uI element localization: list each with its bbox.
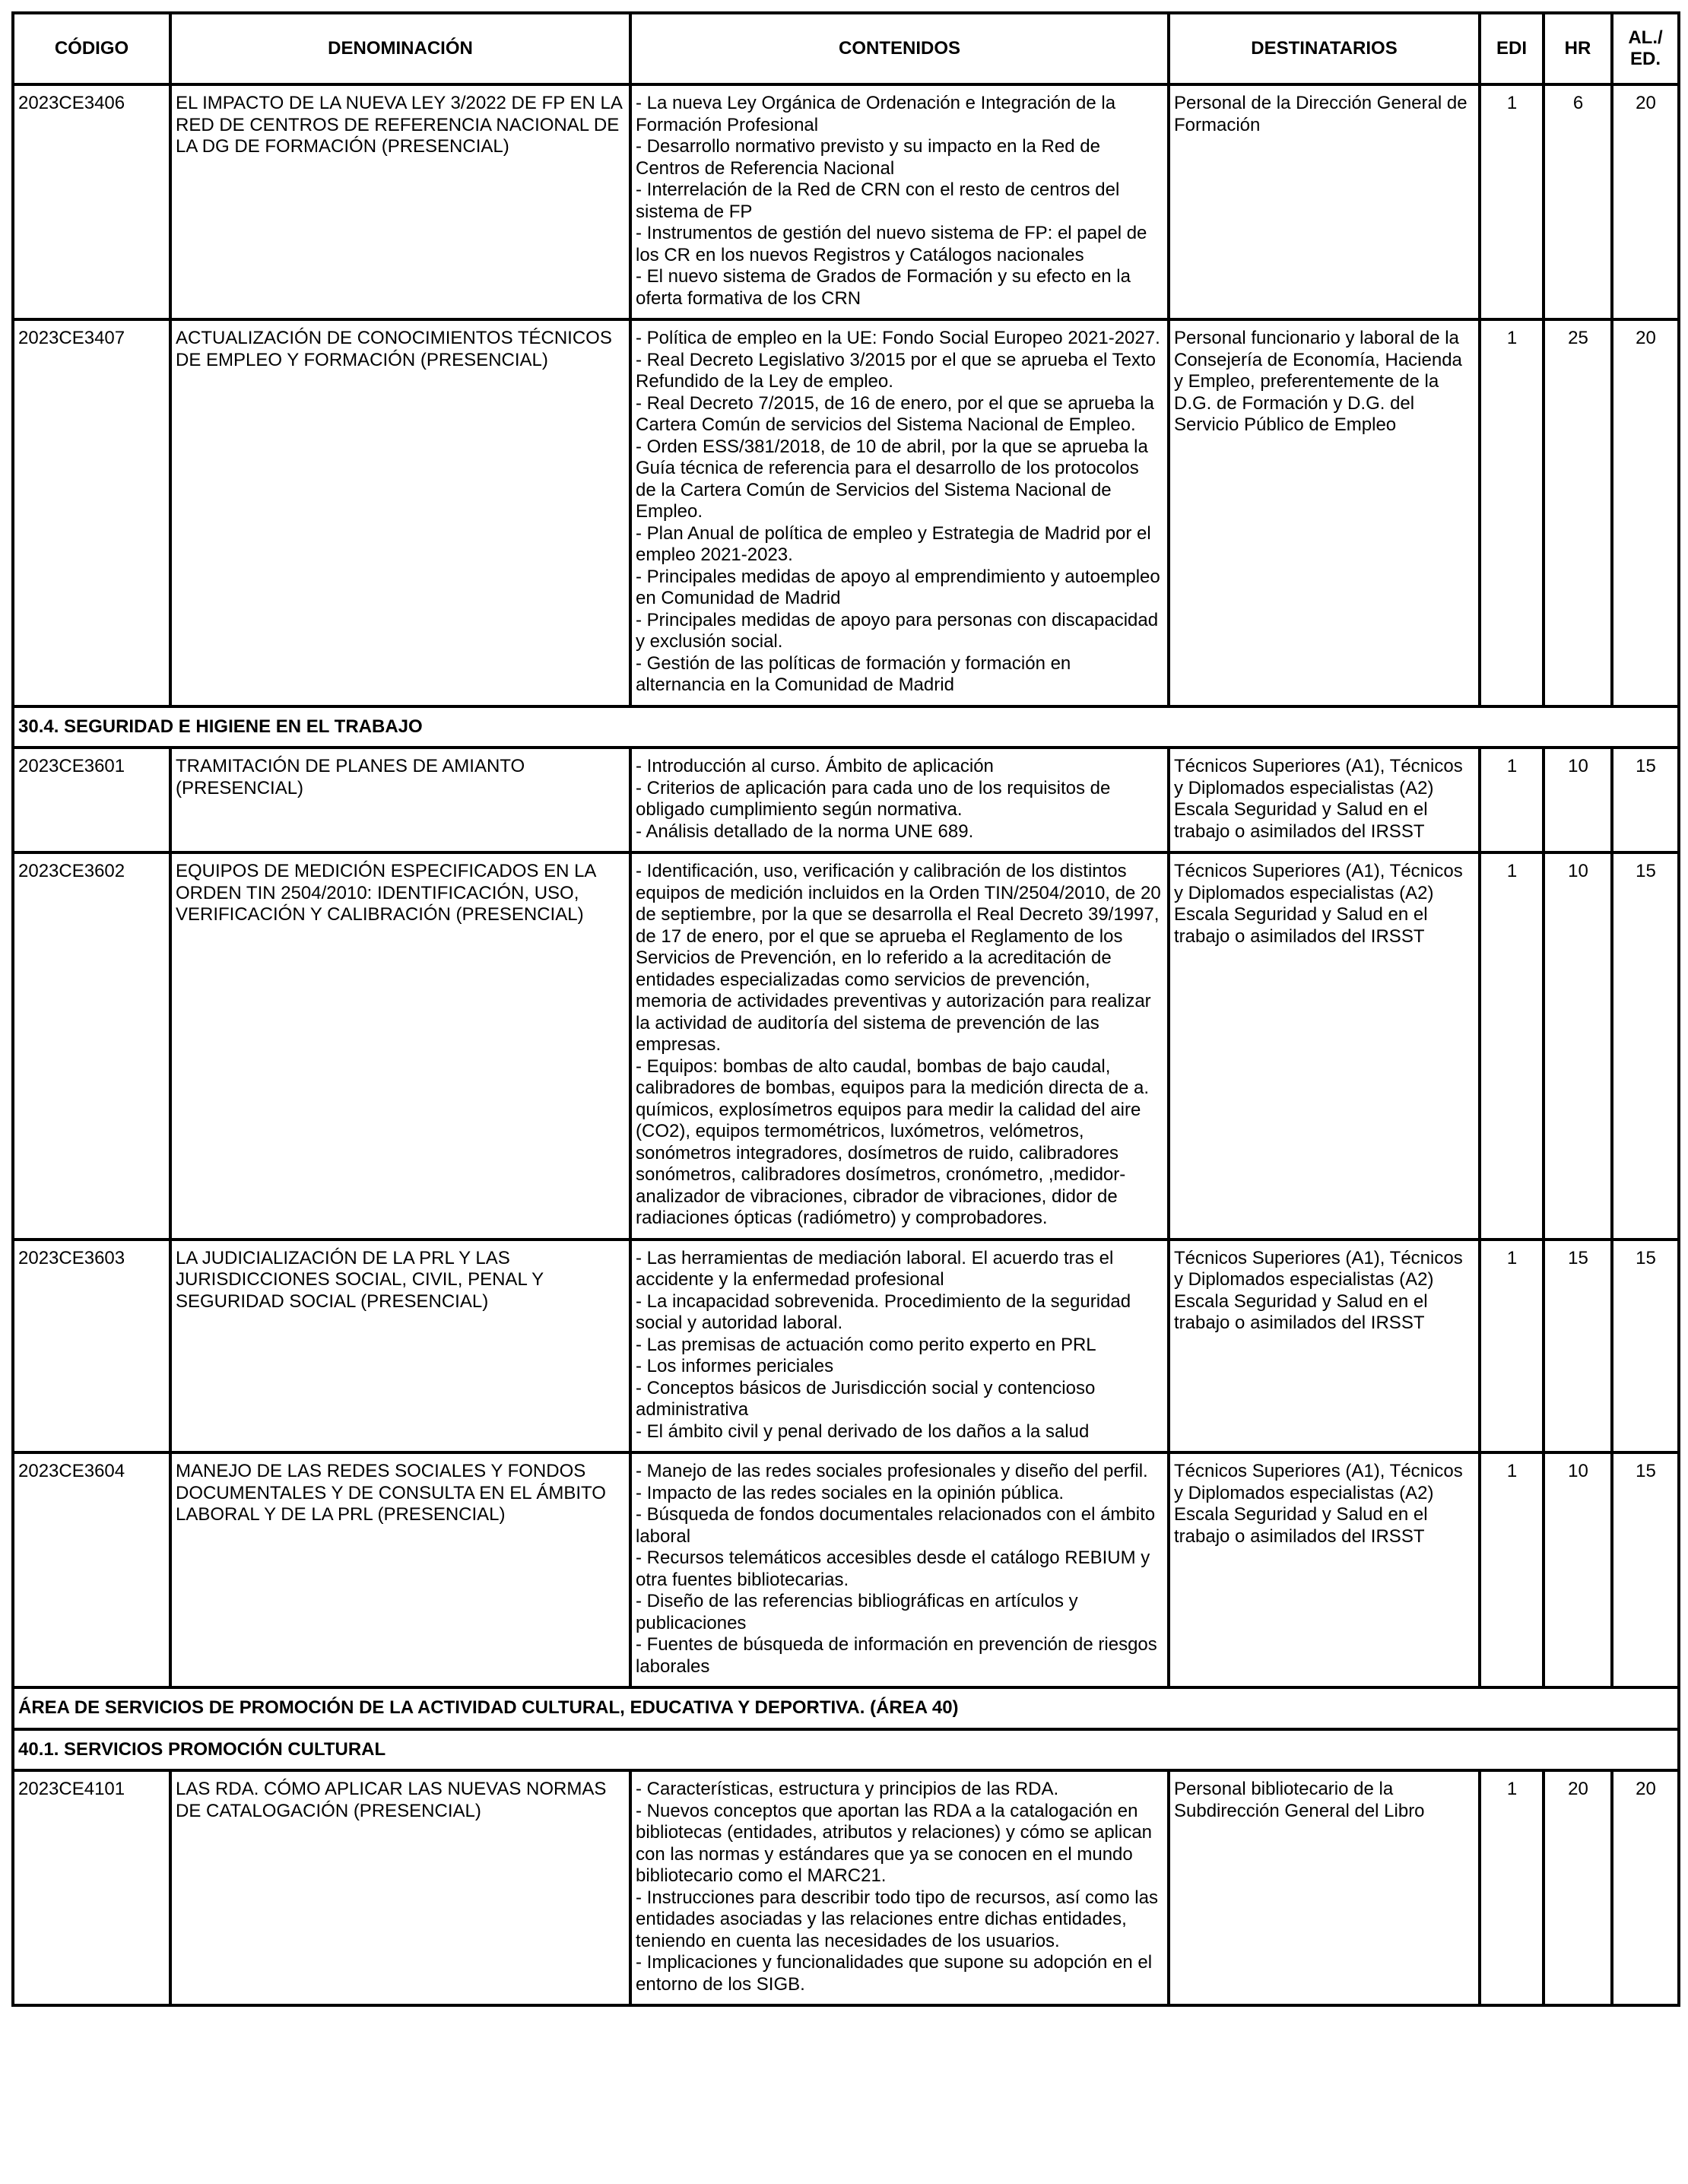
content-line: - Instrucciones para describir todo tipo de recursos, así como las entidades asociadas y las relaciones entre dichas entidades, teniendo en cuenta las necesidades de los usuarios. bbox=[636, 1887, 1163, 1951]
cell-destinatarios: Personal bibliotecario de la Subdirección General del Libro bbox=[1169, 1770, 1480, 2005]
table-body bbox=[13, 84, 1679, 2005]
table-row bbox=[13, 1770, 1679, 2005]
cell-al-ed: 15 bbox=[1612, 1240, 1679, 1453]
content-line: - Desarrollo normativo previsto y su impacto en la Red de Centros de Referencia Nacional bbox=[636, 136, 1106, 179]
cell-codigo: 2023CE3406 bbox=[13, 84, 170, 319]
course-table bbox=[11, 11, 1680, 2007]
content-line: - Identificación, uso, verificación y calibración de los distintos equipos de medición incluidos en la Orden TIN/2504/2010, de 20 de septiembre, por la que se desarrolla el Real Decreto 39/1997, de 17 de enero, por el que se aprueba el Reglamento de los Servicios de Prevención, en lo referido a la acreditación de entidades especializadas como servicios de prevención, memoria de actividades preventivas y autorización para realizar la actividad de auditoría del sistema de prevención de las empresas. bbox=[636, 861, 1166, 1055]
content-line: - Introducción al curso. Ámbito de aplicación bbox=[636, 756, 994, 776]
content-line: - Principales medidas de apoyo para personas con discapacidad y exclusión social. bbox=[636, 609, 1163, 652]
cell-contenidos bbox=[630, 319, 1169, 706]
content-line: - Fuentes de búsqueda de información en prevención de riesgos laborales bbox=[636, 1634, 1163, 1677]
cell-codigo: 2023CE4101 bbox=[13, 1770, 170, 2005]
cell-hr: 25 bbox=[1544, 319, 1612, 706]
cell-al-ed: 20 bbox=[1612, 84, 1679, 319]
cell-edi: 1 bbox=[1480, 852, 1544, 1240]
header-edi: EDI bbox=[1480, 13, 1544, 84]
content-line: - Diseño de las referencias bibliográficas en artículos y publicaciones bbox=[636, 1591, 1084, 1633]
header-hr: HR bbox=[1544, 13, 1612, 84]
content-line: - La nueva Ley Orgánica de Ordenación e Integración de la Formación Profesional bbox=[636, 93, 1121, 135]
table-row bbox=[13, 84, 1679, 319]
cell-edi: 1 bbox=[1480, 1452, 1544, 1687]
header-destinatarios: DESTINATARIOS bbox=[1169, 13, 1480, 84]
cell-denominacion: ACTUALIZACIÓN DE CONOCIMIENTOS TÉCNICOS DE EMPLEO Y FORMACIÓN (PRESENCIAL) bbox=[170, 319, 630, 706]
content-line: - Nuevos conceptos que aportan las RDA a la catalogación en bibliotecas (entidades, atributos y relaciones) y cómo se aplican con las normas y estándares que ya se conocen en el mundo bibliotecario como el MARC21. bbox=[636, 1800, 1157, 1886]
cell-edi: 1 bbox=[1480, 84, 1544, 319]
section-row bbox=[13, 706, 1679, 748]
section-row bbox=[13, 1729, 1679, 1771]
cell-edi: 1 bbox=[1480, 1240, 1544, 1453]
content-line: - Real Decreto 7/2015, de 16 de enero, por el que se aprueba la Cartera Común de servicios del Sistema Nacional de Empleo. bbox=[636, 392, 1160, 435]
content-line: - Principales medidas de apoyo al emprendimiento y autoempleo en Comunidad de Madrid bbox=[636, 566, 1166, 608]
content-line: - Manejo de las redes sociales profesionales y diseño del perfil. bbox=[636, 1461, 1148, 1481]
cell-al-ed: 15 bbox=[1612, 1452, 1679, 1687]
table-row bbox=[13, 1452, 1679, 1687]
cell-destinatarios: Personal de la Dirección General de Formación bbox=[1169, 84, 1480, 319]
content-line: - Análisis detallado de la norma UNE 689. bbox=[636, 821, 974, 842]
cell-codigo: 2023CE3601 bbox=[13, 748, 170, 852]
cell-al-ed: 20 bbox=[1612, 1770, 1679, 2005]
content-line: - Gestión de las políticas de formación y formación en alternancia en la Comunidad de Madrid bbox=[636, 652, 1076, 695]
content-line: - Orden ESS/381/2018, de 10 de abril, por la que se aprueba la Guía técnica de referencia para el desarrollo de los protocolos de la Cartera Común de Servicios del Sistema Nacional de Empleo. bbox=[636, 436, 1153, 522]
content-line: - Los informes periciales bbox=[636, 1356, 834, 1376]
content-line: - La incapacidad sobrevenida. Procedimiento de la seguridad social y autoridad laboral. bbox=[636, 1290, 1136, 1333]
cell-al-ed: 15 bbox=[1612, 748, 1679, 852]
content-line: - Características, estructura y principios de las RDA. bbox=[636, 1779, 1059, 1799]
cell-edi: 1 bbox=[1480, 319, 1544, 706]
content-line: - Implicaciones y funcionalidades que supone su adopción en el entorno de los SIGB. bbox=[636, 1952, 1157, 1995]
cell-contenidos bbox=[630, 84, 1169, 319]
content-line: - Búsqueda de fondos documentales relacionados con el ámbito laboral bbox=[636, 1504, 1160, 1547]
cell-denominacion: LAS RDA. CÓMO APLICAR LAS NUEVAS NORMAS DE CATALOGACIÓN (PRESENCIAL) bbox=[170, 1770, 630, 2005]
header-codigo: CÓDIGO bbox=[13, 13, 170, 84]
cell-hr: 10 bbox=[1544, 1452, 1612, 1687]
content-line: - El nuevo sistema de Grados de Formación y su efecto en la oferta formativa de los CRN bbox=[636, 266, 1136, 309]
content-line: - Las herramientas de mediación laboral. El acuerdo tras el accidente y la enfermedad profesional bbox=[636, 1247, 1118, 1290]
cell-destinatarios: Técnicos Superiores (A1), Técnicos y Diplomados especialistas (A2) Escala Seguridad y Salud en el trabajo o asimilados del IRSST bbox=[1169, 852, 1480, 1240]
content-line: - Interrelación de la Red de CRN con el resto de centros del sistema de FP bbox=[636, 179, 1125, 222]
header-contenidos: CONTENIDOS bbox=[630, 13, 1169, 84]
section-title: ÁREA DE SERVICIOS DE PROMOCIÓN DE LA ACTIVIDAD CULTURAL, EDUCATIVA Y DEPORTIVA. (ÁREA 40) bbox=[13, 1687, 1679, 1729]
header-row bbox=[13, 13, 1679, 84]
cell-codigo: 2023CE3602 bbox=[13, 852, 170, 1240]
table-row bbox=[13, 1240, 1679, 1453]
content-line: - Conceptos básicos de Jurisdicción social y contencioso administrativa bbox=[636, 1377, 1100, 1420]
table-row bbox=[13, 852, 1679, 1240]
cell-destinatarios: Técnicos Superiores (A1), Técnicos y Diplomados especialistas (A2) Escala Seguridad y Salud en el trabajo o asimilados del IRSST bbox=[1169, 748, 1480, 852]
content-line: - Equipos: bombas de alto caudal, bombas de bajo caudal, calibradores de bombas, equipos para la medición directa de a. químicos, explosímetros equipos para medir la calidad del aire (CO2), equipos termométricos, luxómetros, velómetros, sonómetros integradores, dosímetros de ruido, calibradores sonómetros, calibradores dosímetros, cronómetro, ,medidor-analizador de vibraciones, cibrador de vibraciones, didor de radiaciones ópticas (radiómetro) y comprobadores. bbox=[636, 1055, 1154, 1228]
content-line: - Real Decreto Legislativo 3/2015 por el que se aprueba el Texto Refundido de la Ley de empleo. bbox=[636, 349, 1161, 392]
content-line: - Plan Anual de política de empleo y Estrategia de Madrid por el empleo 2021-2023. bbox=[636, 522, 1157, 565]
cell-contenidos bbox=[630, 1770, 1169, 2005]
cell-edi: 1 bbox=[1480, 748, 1544, 852]
cell-contenidos bbox=[630, 1452, 1169, 1687]
section-row bbox=[13, 1687, 1679, 1729]
cell-hr: 6 bbox=[1544, 84, 1612, 319]
content-line: - Instrumentos de gestión del nuevo sistema de FP: el papel de los CR en los nuevos Registros y Catálogos nacionales bbox=[636, 223, 1153, 265]
section-title: 30.4. SEGURIDAD E HIGIENE EN EL TRABAJO bbox=[13, 706, 1679, 748]
header-denominacion: DENOMINACIÓN bbox=[170, 13, 630, 84]
cell-hr: 20 bbox=[1544, 1770, 1612, 2005]
cell-edi: 1 bbox=[1480, 1770, 1544, 2005]
cell-al-ed: 15 bbox=[1612, 852, 1679, 1240]
table-row bbox=[13, 748, 1679, 852]
content-line: - Política de empleo en la UE: Fondo Social Europeo 2021-2027. bbox=[636, 328, 1160, 348]
cell-al-ed: 20 bbox=[1612, 319, 1679, 706]
cell-denominacion: LA JUDICIALIZACIÓN DE LA PRL Y LAS JURISDICCIONES SOCIAL, CIVIL, PENAL Y SEGURIDAD SOCIAL (PRESENCIAL) bbox=[170, 1240, 630, 1453]
section-title: 40.1. SERVICIOS PROMOCIÓN CULTURAL bbox=[13, 1729, 1679, 1771]
content-line: - Recursos telemáticos accesibles desde el catálogo REBIUM y otra fuentes bibliotecarias. bbox=[636, 1548, 1155, 1590]
cell-codigo: 2023CE3604 bbox=[13, 1452, 170, 1687]
cell-contenidos bbox=[630, 748, 1169, 852]
cell-denominacion: EL IMPACTO DE LA NUEVA LEY 3/2022 DE FP EN LA RED DE CENTROS DE REFERENCIA NACIONAL DE LA DG DE FORMACIÓN (PRESENCIAL) bbox=[170, 84, 630, 319]
content-line: - El ámbito civil y penal derivado de los daños a la salud bbox=[636, 1421, 1090, 1442]
cell-hr: 10 bbox=[1544, 748, 1612, 852]
content-line: - Criterios de aplicación para cada uno de los requisitos de obligado cumplimiento según normativa. bbox=[636, 777, 1116, 820]
cell-hr: 10 bbox=[1544, 852, 1612, 1240]
cell-destinatarios: Personal funcionario y laboral de la Consejería de Economía, Hacienda y Empleo, preferentemente de la D.G. de Formación y D.G. del Servicio Público de Empleo bbox=[1169, 319, 1480, 706]
cell-destinatarios: Técnicos Superiores (A1), Técnicos y Diplomados especialistas (A2) Escala Seguridad y Salud en el trabajo o asimilados del IRSST bbox=[1169, 1452, 1480, 1687]
cell-hr: 15 bbox=[1544, 1240, 1612, 1453]
cell-denominacion: EQUIPOS DE MEDICIÓN ESPECIFICADOS EN LA ORDEN TIN 2504/2010: IDENTIFICACIÓN, USO, VERIFICACIÓN Y CALIBRACIÓN (PRESENCIAL) bbox=[170, 852, 630, 1240]
cell-denominacion: TRAMITACIÓN DE PLANES DE AMIANTO (PRESENCIAL) bbox=[170, 748, 630, 852]
cell-contenidos bbox=[630, 1240, 1169, 1453]
cell-codigo: 2023CE3407 bbox=[13, 319, 170, 706]
cell-destinatarios: Técnicos Superiores (A1), Técnicos y Diplomados especialistas (A2) Escala Seguridad y Salud en el trabajo o asimilados del IRSST bbox=[1169, 1240, 1480, 1453]
content-line: - Impacto de las redes sociales en la opinión pública. bbox=[636, 1482, 1064, 1503]
table-row bbox=[13, 319, 1679, 706]
cell-contenidos bbox=[630, 852, 1169, 1240]
cell-codigo: 2023CE3603 bbox=[13, 1240, 170, 1453]
cell-denominacion: MANEJO DE LAS REDES SOCIALES Y FONDOS DOCUMENTALES Y DE CONSULTA EN EL ÁMBITO LABORAL Y DE LA PRL (PRESENCIAL) bbox=[170, 1452, 630, 1687]
content-line: - Las premisas de actuación como perito experto en PRL bbox=[636, 1334, 1096, 1355]
header-al-ed: AL./ ED. bbox=[1612, 13, 1679, 84]
